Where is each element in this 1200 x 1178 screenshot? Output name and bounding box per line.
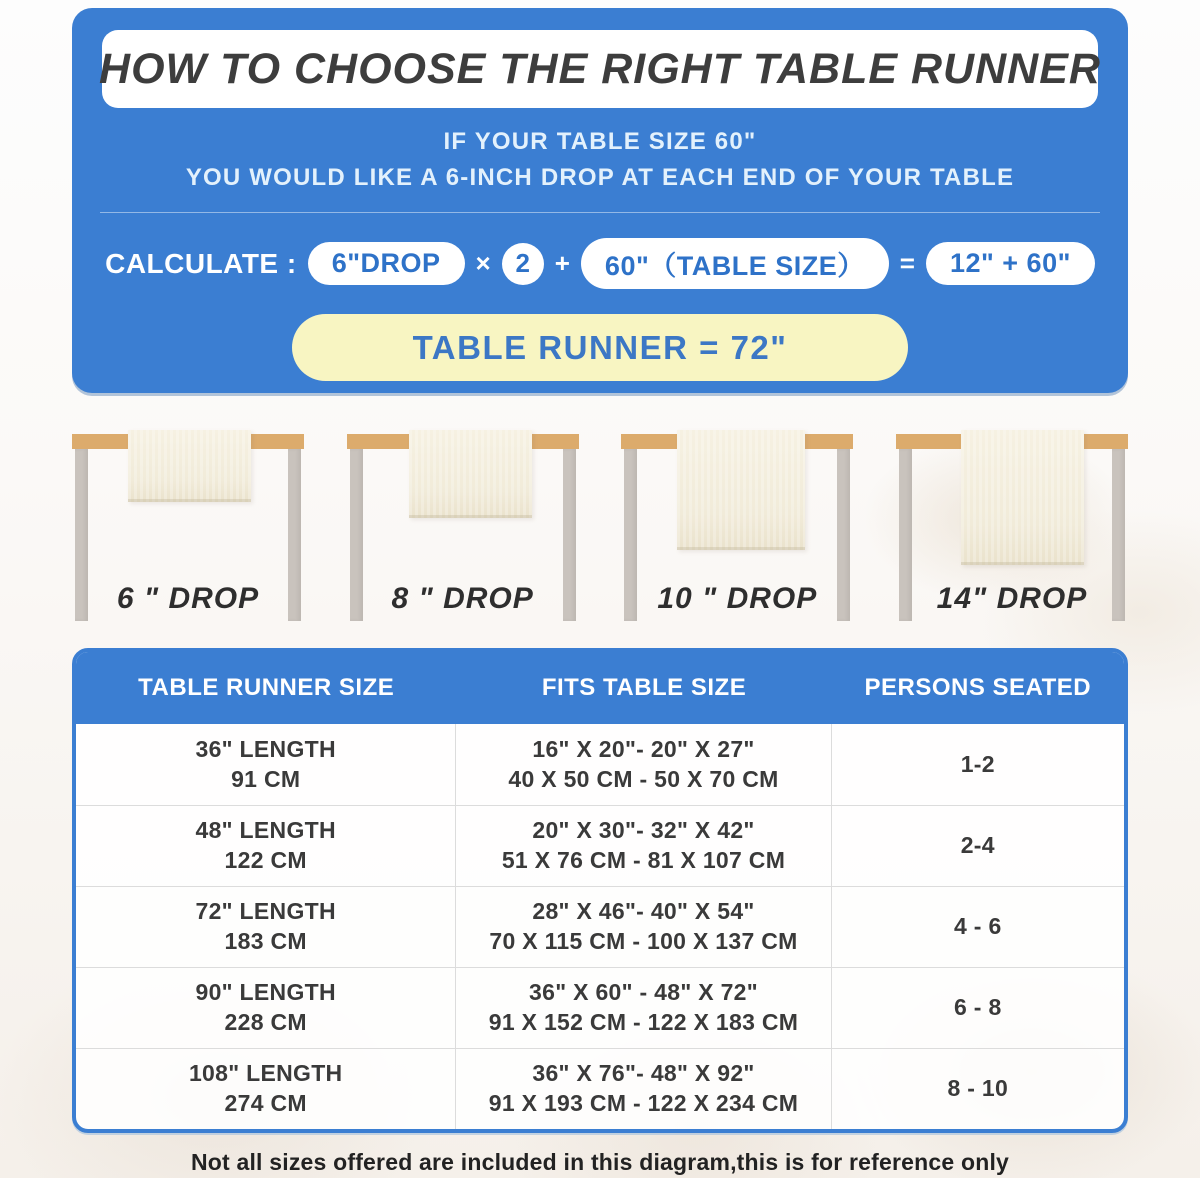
sum-pill: 12" + 60" xyxy=(926,242,1095,285)
runner-cloth xyxy=(128,430,251,502)
result-banner: TABLE RUNNER = 72" xyxy=(292,314,908,381)
persons-cell: 4 - 6 xyxy=(954,913,1002,940)
page-title: HOW TO CHOOSE THE RIGHT TABLE RUNNER xyxy=(99,44,1101,93)
column-header-persons-seated: PERSONS SEATED xyxy=(864,674,1092,701)
persons-cell: 2-4 xyxy=(960,832,995,859)
persons-cell: 6 - 8 xyxy=(954,994,1002,1021)
plus-sign: + xyxy=(554,248,570,278)
subtitle-line-1: IF YOUR TABLE SIZE 60" xyxy=(443,128,757,155)
fits-size-cell: 36" X 76"- 48" X 92" 91 X 193 CM - 122 X 234 CM xyxy=(456,1049,831,1129)
drop-label: 10 " DROP xyxy=(657,582,818,615)
runner-cloth xyxy=(677,430,805,550)
divider-line xyxy=(100,212,1100,213)
runner-size-cell: 108" LENGTH 274 CM xyxy=(76,1049,456,1129)
column-header-runner-size: TABLE RUNNER SIZE xyxy=(138,674,395,701)
fits-size-cell: 16" X 20"- 20" X 27" 40 X 50 CM - 50 X 70 CM xyxy=(456,724,831,805)
fits-size-cell: 28" X 46"- 40" X 54" 70 X 115 CM - 100 X 137 CM xyxy=(456,887,831,967)
table-row xyxy=(76,967,1124,1048)
calculation-formula xyxy=(72,238,1128,289)
runner-size-cell: 48" LENGTH 122 CM xyxy=(76,806,456,886)
reference-note: Not all sizes offered are included in this diagram,this is for reference only xyxy=(190,1149,1010,1175)
calculate-label: CALCULATE : xyxy=(105,247,297,279)
table-row xyxy=(76,805,1124,886)
fits-size-cell: 20" X 30"- 32" X 42" 51 X 76 CM - 81 X 107 CM xyxy=(456,806,831,886)
runner-size-cell: 90" LENGTH 228 CM xyxy=(76,968,456,1048)
header-panel xyxy=(72,8,1128,393)
runner-cloth xyxy=(409,430,532,518)
table-row xyxy=(76,724,1124,805)
runner-size-cell: 72" LENGTH 183 CM xyxy=(76,887,456,967)
runner-size-cell: 36" LENGTH 91 CM xyxy=(76,724,456,805)
table-illustration-10-drop xyxy=(621,430,853,626)
table-illustration-14-drop xyxy=(896,430,1128,626)
table-size-pill: 60"（TABLE SIZE） xyxy=(581,238,889,289)
title-box xyxy=(99,30,1101,108)
multiply-sign: × xyxy=(475,248,491,278)
drop-label: 6 " DROP xyxy=(116,582,260,615)
size-table xyxy=(72,648,1128,1133)
fits-size-cell: 36" X 60" - 48" X 72" 91 X 152 CM - 122 X 183 CM xyxy=(456,968,831,1048)
drop-illustrations xyxy=(72,430,1128,626)
equals-sign: = xyxy=(899,248,915,278)
table-row xyxy=(76,1048,1124,1129)
table-illustration-8-drop xyxy=(347,430,579,626)
drop-value-pill: 6"DROP xyxy=(308,242,465,285)
persons-cell: 1-2 xyxy=(960,750,995,777)
drop-label: 8 " DROP xyxy=(391,582,534,615)
table-row xyxy=(76,886,1124,967)
drop-label: 14" DROP xyxy=(936,582,1088,615)
runner-cloth xyxy=(961,430,1084,565)
column-header-fits-table-size: FITS TABLE SIZE xyxy=(541,674,747,701)
table-illustration-6-drop xyxy=(72,430,304,626)
persons-cell: 8 - 10 xyxy=(947,1075,1009,1102)
multiplier-circle: 2 xyxy=(502,243,544,285)
subtitle-line-2: YOU WOULD LIKE A 6-INCH DROP AT EACH END OF YOUR TABLE xyxy=(185,164,1015,191)
size-table-header xyxy=(76,652,1124,724)
